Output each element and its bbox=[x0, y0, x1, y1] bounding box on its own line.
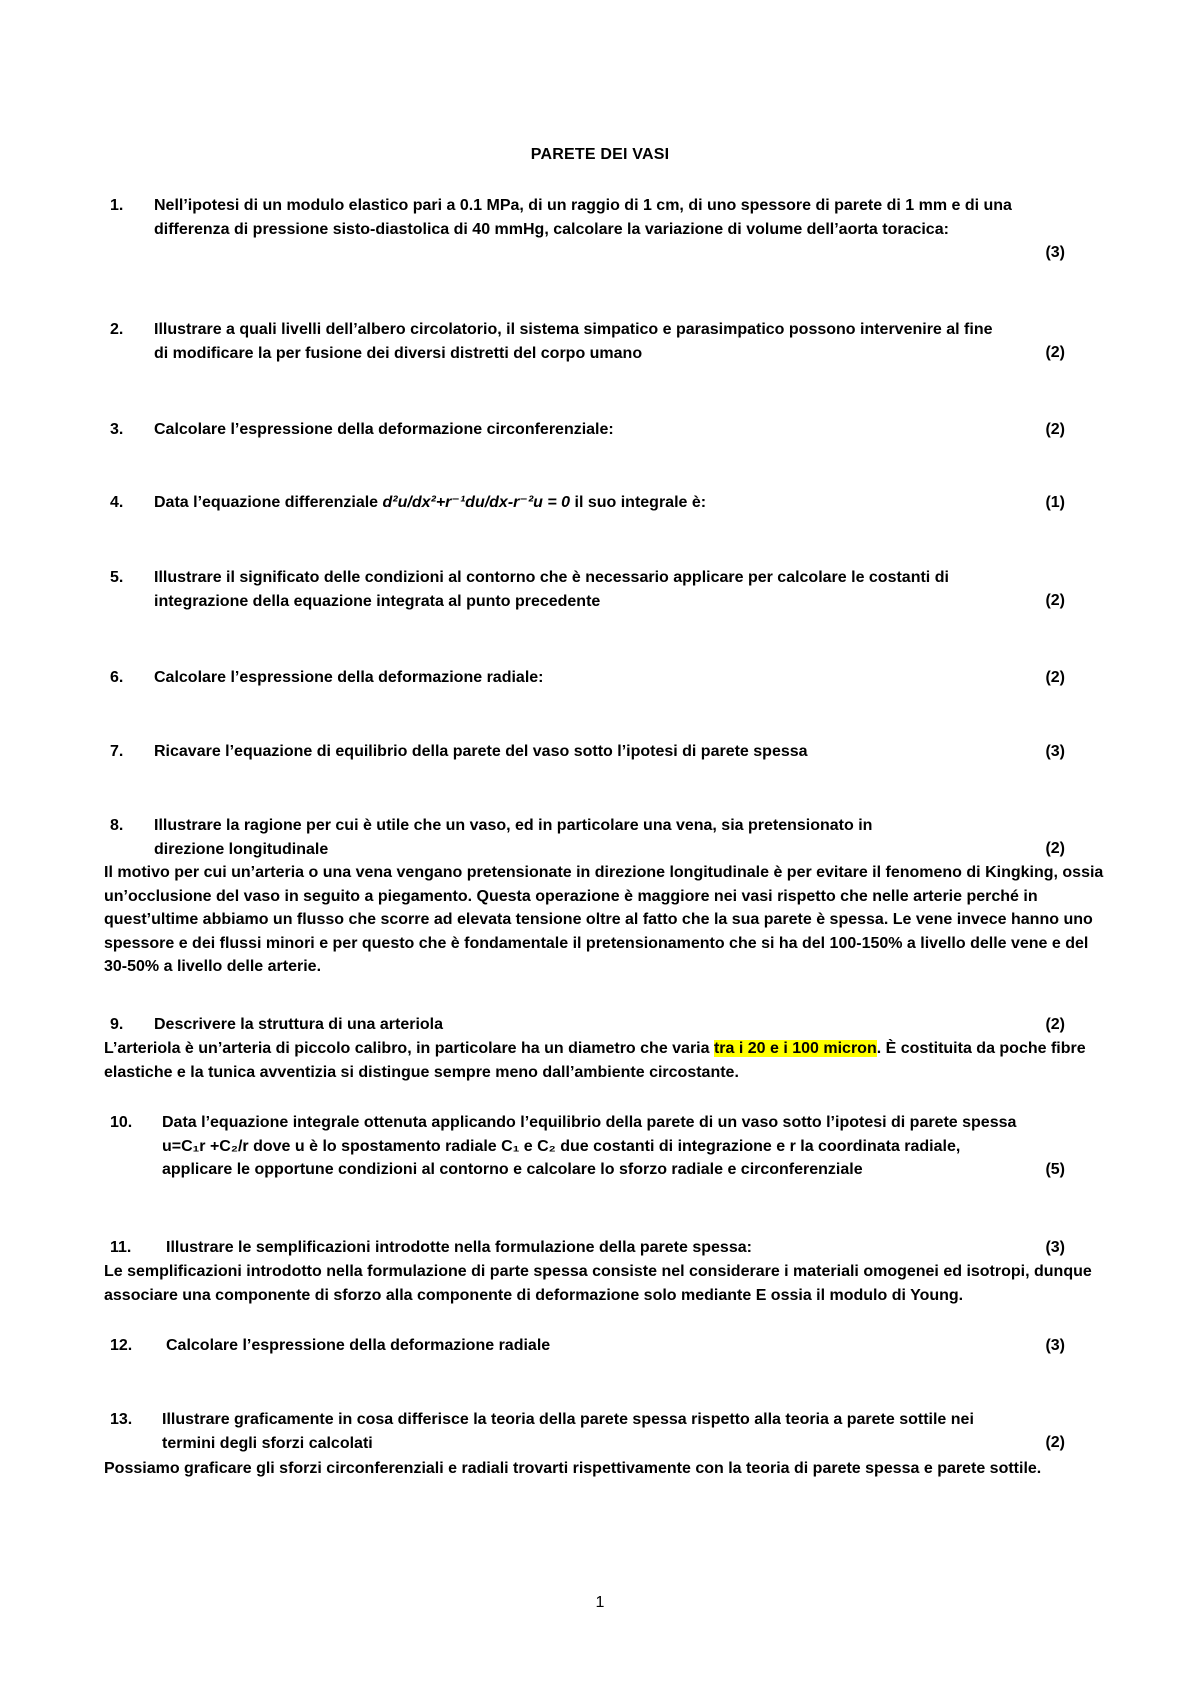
question-12 bbox=[110, 1334, 1065, 1358]
question-number: 13. bbox=[110, 1411, 133, 1428]
question-number: 2. bbox=[110, 321, 124, 338]
question-text: Illustrare a quali livelli dell’albero circolatorio, il sistema simpatico e parasimpatico possono intervenire al fine di modificare la per fusione dei diversi distretti del corpo umano bbox=[154, 321, 993, 362]
question-1 bbox=[110, 194, 1065, 274]
question-text: Illustrare il significato delle condizioni al contorno che è necessario applicare per calcolare le costanti di integrazione della equazione integrata al punto precedente bbox=[154, 569, 949, 610]
question-text: Illustrare la ragione per cui è utile che un vaso, ed in particolare una vena, sia pretensionato in direzione longitudinale bbox=[154, 817, 873, 858]
question-number: 12. bbox=[110, 1337, 133, 1354]
answer-9 bbox=[104, 1037, 1104, 1084]
question-points: (2) bbox=[1045, 592, 1065, 609]
answer-11: Le semplificazioni introdotto nella formulazione di parte spessa consiste nel considerare i materiali omogenei ed isotropi, dunque associare una componente di sforzo alla componente di deformazione solo mediante E ossia il modulo di Young. bbox=[104, 1263, 1092, 1304]
question-points: (2) bbox=[1045, 421, 1065, 438]
question-text: Data l’equazione integrale ottenuta applicando l’equilibrio della parete di un vaso sotto l’ipotesi di parete spessa u=C₁r +C₂/r dove u è lo spostamento radiale C₁ e C₂ due costanti di integrazione e r la coordinata radiale, applicare le opportune condizioni al contorno e calcolare lo sforzo radiale e circonferenziale bbox=[162, 1114, 1017, 1178]
question-points: (5) bbox=[1045, 1161, 1065, 1178]
question-number: 1. bbox=[110, 197, 124, 214]
question-10 bbox=[110, 1111, 1065, 1183]
answer-8: Il motivo per cui un’arteria o una vena vengano pretensionate in direzione longitudinale è per evitare il fenomeno di Kingking, ossia un’occlusione del vaso in seguito a piegamento. Questa operazione è maggiore nei vasi rispetto che nelle arterie perché in quest’ultime abbiamo un flusso che scorre ad elevata tensione oltre al fatto che la sua parete è spessa. Le vene invece hanno uno spessore e dei flussi minori e per questo che è fondamentale il pretensionamento che si ha del 100-150% a livello delle vene e del 30-50% a livello delle arterie. bbox=[104, 864, 1104, 975]
question-text: Calcolare l’espressione della deformazione radiale bbox=[166, 1337, 551, 1354]
question-text: Data l’equazione differenziale bbox=[154, 494, 383, 511]
question-points: (3) bbox=[1045, 1239, 1065, 1256]
question-13 bbox=[110, 1408, 1065, 1456]
question-number: 6. bbox=[110, 669, 124, 686]
question-points: (2) bbox=[1045, 840, 1065, 857]
page-number: 1 bbox=[595, 1594, 605, 1611]
question-8 bbox=[110, 814, 1065, 862]
question-number: 11. bbox=[110, 1239, 132, 1256]
question-number: 9. bbox=[110, 1016, 124, 1033]
question-points: (3) bbox=[1045, 244, 1065, 261]
question-number: 7. bbox=[110, 743, 124, 760]
highlighted-text: tra i 20 e i 100 micron bbox=[713, 1040, 877, 1057]
question-points: (3) bbox=[1045, 1337, 1065, 1354]
question-text: Ricavare l’equazione di equilibrio della parete del vaso sotto l’ipotesi di parete spessa bbox=[154, 743, 808, 760]
document-title: PARETE DEI VASI bbox=[530, 146, 670, 163]
question-number: 8. bbox=[110, 817, 124, 834]
answer-13: Possiamo graficare gli sforzi circonferenziali e radiali trovarti rispettivamente con la teoria di parete spessa e parete sottile. bbox=[104, 1460, 1042, 1477]
question-points: (2) bbox=[1045, 669, 1065, 686]
answer-text: . È costituita da poche fibre elastiche e la tunica avventizia si distingue sempre meno dall’ambiente circostante. bbox=[104, 1040, 1086, 1081]
question-2 bbox=[110, 318, 1065, 366]
question-number: 3. bbox=[110, 421, 124, 438]
question-text: Illustrare le semplificazioni introdotte nella formulazione della parete spessa: bbox=[166, 1239, 752, 1256]
question-text: Illustrare graficamente in cosa differisce la teoria della parete spessa rispetto alla teoria a parete sottile nei termini degli sforzi calcolati bbox=[162, 1411, 974, 1452]
differential-equation: d²u/dx²+r⁻¹du/dx-r⁻²u = 0 bbox=[382, 494, 571, 511]
question-6 bbox=[110, 666, 1065, 690]
question-number: 4. bbox=[110, 494, 124, 511]
question-3 bbox=[110, 418, 1065, 442]
question-text: Descrivere la struttura di una arteriola bbox=[154, 1016, 443, 1033]
question-text: Calcolare l’espressione della deformazione circonferenziale: bbox=[154, 421, 614, 438]
question-4 bbox=[110, 491, 1065, 515]
question-9 bbox=[110, 1013, 1065, 1037]
question-points: (2) bbox=[1045, 1434, 1065, 1451]
question-text: il suo integrale è: bbox=[570, 494, 707, 511]
question-number: 10. bbox=[110, 1114, 133, 1131]
question-points: (2) bbox=[1045, 344, 1065, 361]
question-5 bbox=[110, 566, 1065, 614]
question-text: Nell’ipotesi di un modulo elastico pari a 0.1 MPa, di un raggio di 1 cm, di uno spessore di parete di 1 mm e di una differenza di pressione sisto-diastolica di 40 mmHg, calcolare la variazione di volume dell’aorta toracica: bbox=[154, 197, 1012, 238]
question-11 bbox=[110, 1236, 1065, 1260]
question-points: (1) bbox=[1045, 494, 1065, 511]
question-7 bbox=[110, 740, 1065, 764]
question-number: 5. bbox=[110, 569, 124, 586]
question-points: (3) bbox=[1045, 743, 1065, 760]
question-points: (2) bbox=[1045, 1016, 1065, 1033]
answer-text: L’arteriola è un’arteria di piccolo calibro, in particolare ha un diametro che varia bbox=[104, 1040, 714, 1057]
question-text: Calcolare l’espressione della deformazione radiale: bbox=[154, 669, 544, 686]
